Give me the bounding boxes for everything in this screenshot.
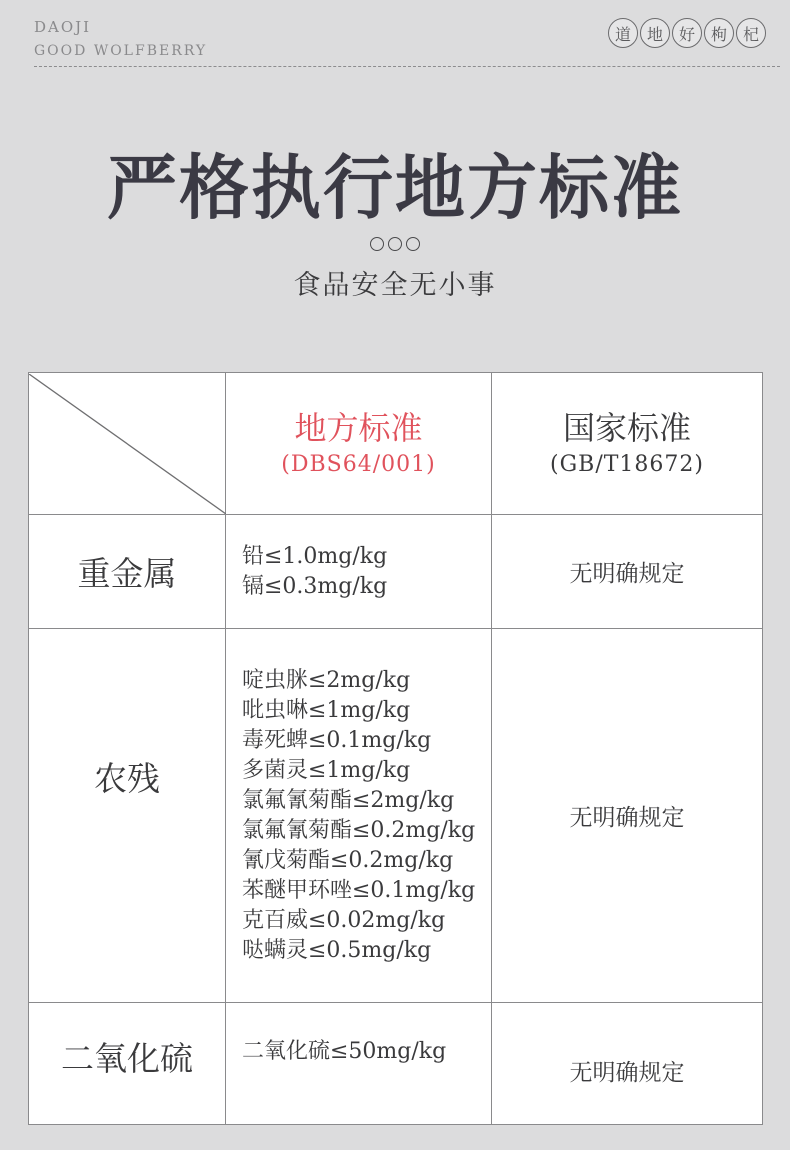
seal-group xyxy=(606,18,766,48)
national-standard-header xyxy=(492,373,763,515)
page-subtitle: 食品安全无小事 xyxy=(293,270,497,301)
local-limits-cell xyxy=(226,629,492,1003)
seal-char: 道 xyxy=(608,18,638,48)
limit-item: 多菌灵≤1mg/kg xyxy=(242,757,411,783)
local-standard-name: 地方标准 xyxy=(294,408,423,447)
limit-item: 铅≤1.0mg/kg xyxy=(242,543,388,569)
row-label-heavy-metals: 重金属 xyxy=(29,515,226,629)
limit-item: 氰戊菊酯≤0.2mg/kg xyxy=(242,847,454,873)
diagonal-line xyxy=(29,374,226,514)
page-title: 严格执行地方标准 xyxy=(107,146,683,229)
row-label-sulfur-dioxide: 二氧化硫 xyxy=(29,1003,226,1125)
table-row xyxy=(29,1003,763,1125)
limit-item: 氯氟氰菊酯≤0.2mg/kg xyxy=(242,817,476,843)
limit-item: 氯氟氰菊酯≤2mg/kg xyxy=(242,787,455,813)
table-row xyxy=(29,629,763,1003)
circle-icon xyxy=(370,237,384,251)
national-value: 无明确规定 xyxy=(492,515,763,629)
brand-name: DAOJI xyxy=(34,18,92,36)
table-header-row xyxy=(29,373,763,515)
brand-tagline: GOOD WOLFBERRY xyxy=(34,43,208,59)
limit-item: 镉≤0.3mg/kg xyxy=(242,573,388,599)
header-divider xyxy=(34,66,780,67)
national-value: 无明确规定 xyxy=(492,629,763,1003)
seal-char: 地 xyxy=(640,18,670,48)
limit-item: 苯醚甲环唑≤0.1mg/kg xyxy=(242,877,476,903)
seal-char: 枸 xyxy=(704,18,734,48)
limit-item: 二氧化硫≤50mg/kg xyxy=(242,1039,447,1064)
brand-logo xyxy=(34,18,207,60)
limit-item: 啶虫脒≤2mg/kg xyxy=(242,667,411,693)
limit-item: 吡虫啉≤1mg/kg xyxy=(242,697,411,723)
limit-item: 毒死蜱≤0.1mg/kg xyxy=(242,727,432,753)
standards-table xyxy=(28,372,763,1125)
local-standard-code: (DBS64/001) xyxy=(281,451,436,477)
local-standard-header xyxy=(226,373,492,515)
table-row xyxy=(29,515,763,629)
national-standard-name: 国家标准 xyxy=(562,408,691,447)
row-label-pesticide: 农残 xyxy=(29,629,226,1003)
limit-item: 哒螨灵≤0.5mg/kg xyxy=(242,937,432,963)
local-limits-cell xyxy=(226,515,492,629)
decorative-dots xyxy=(0,237,790,251)
seal-char: 好 xyxy=(672,18,702,48)
local-limits-cell xyxy=(226,1003,492,1125)
circle-icon xyxy=(388,237,402,251)
diagonal-corner-cell xyxy=(29,373,226,515)
seal-char: 杞 xyxy=(736,18,766,48)
circle-icon xyxy=(406,237,420,251)
limit-item: 克百威≤0.02mg/kg xyxy=(242,907,446,933)
national-standard-code: (GB/T18672) xyxy=(550,451,704,477)
national-value: 无明确规定 xyxy=(492,1003,763,1125)
